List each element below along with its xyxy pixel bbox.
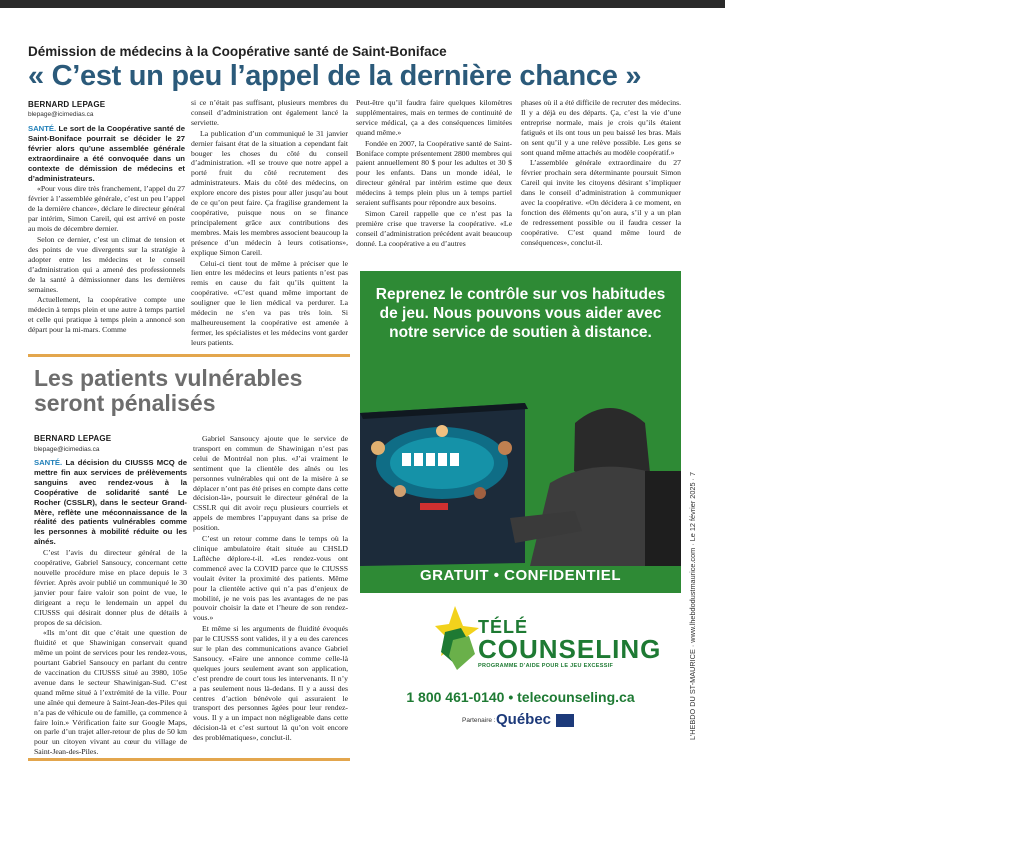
paragraph: Peut-être qu’il faudra faire quelques kilomètres supplémentaires, mais en termes de continuité de service médical, ça a des conséquences limitées quand même.»: [356, 98, 512, 137]
paragraph: Et même si les arguments de fluidité évoqués par le CIUSSS sont valides, il y a eu des carences sur le plan des communications avance Gabriel Sansoucy. «Faire une annonce comme celle-là quelques jours seulement avant son application, c’est prendre de court tous les intervenants. Il n’y a pas seulement nous là-dedans. Il y a aussi des centres d’action bénévole qui assuraient le transport des personnes âgées pour leur rendez-vous. Il y a un impact non négligeable dans cette décision-là et c’est surtout là qu’on voit encore des problématiques», conclut-il.: [193, 624, 348, 743]
chair: [645, 471, 681, 566]
page-footer: L’HEBDO DU ST-MAURICE · www.lhebdodustmaurice.com · Le 12 février 2025 · 7: [688, 471, 697, 740]
paragraph: si ce n’était pas suffisant, plusieurs membres du conseil d’administration ont également lancé la serviette.: [191, 98, 348, 127]
top-rule: [0, 0, 725, 8]
paragraph: phases où il a été difficile de recruter des médecins. Il y a déjà eu des départs. Ça, c’est la vie d’une entreprise normale, mais je crois qu’ils étaient fatigués et ils ont tous un peu baissé les bras. Mais on sent qu’il y a une relève possible. Les gens se sont quand même attachés au modèle coopératif.»: [521, 98, 681, 157]
paragraph: Celui-ci tient tout de même à préciser que le lien entre les médecins et leurs patients n’est pas remis en cause du fait qu’ils quittent la coopérative. «C’est quand même important de souligner que le lien médical va perdurer. La médecin ne s’en va pas très loin. Si malheureusement la coopérative est amenée à fermer, les spécialistes et les médecins vont garder leurs patients.: [191, 258, 348, 347]
paragraph: Gabriel Sansoucy ajoute que le service de transport en commun de Shawinigan n’est pas celui de Montréal non plus. «J’ai vraiment le sentiment que la clientèle des aînés ou les personnes vulnérables qui ont de la misère à se déplacer n’ont pas été prises en compte dans cette décision-là», poursuit le directeur général de la CSSLR qui dit avoir reçu plusieurs courriels et appels de membres l’appuyant dans sa prise de position.: [193, 434, 348, 533]
paragraph: Actuellement, la coopérative compte une médecin à temps plein et une autre à temps partiel et celle qui pratique à temps plein a annoncé son départ pour la mi-mars. Comme: [28, 295, 185, 335]
telecounseling-logo-icon: [435, 606, 479, 670]
brand-counseling: COUNSELING: [478, 634, 662, 664]
paragraph: «Pour vous dire très franchement, l’appel du 27 février à l’assemblée générale, c’est un peu l’appel de la dernière chance», déclare le directeur général par intérim, Simon Careil, qui est arrivé en poste au mois de décembre dernier.: [28, 184, 185, 234]
player-avatar: [394, 485, 406, 497]
partner-label: Partenaire :: [462, 717, 496, 724]
lead-text: La décision du CIUSSS MCQ de mettre fin aux services de prélèvements sanguins avec rendez-vous à la Coopérative de solidarité santé Le Rocher (CSSLR), dans le secteur Grand-Mère, reflète une méconnaissance de la réalité des patients vulnérables comme les personnes à mobilité réduite ou les aînés.: [34, 458, 187, 547]
player-avatar: [371, 441, 385, 455]
article1-column-2: [191, 98, 348, 348]
section-tag: SANTÉ.: [34, 458, 63, 467]
paragraph: Simon Careil rappelle que ce n’est pas la première crise que traverse la coopérative. «Le conseil d’administration précédent avait beaucoup donné. La coopérative a eu d’autres: [356, 208, 512, 248]
article-headline: « C’est un peu l’appel de la dernière chance »: [28, 60, 642, 92]
article-kicker: Démission de médecins à la Coopérative santé de Saint-Boniface: [28, 44, 447, 59]
lead-paragraph: [28, 124, 185, 183]
photo-credit: ©Getty: [1024, 825, 1030, 841]
brand-tagline: PROGRAMME D’AIDE POUR LE JEU EXCESSIF: [478, 663, 614, 669]
byline: BERNARD LEPAGE: [34, 434, 112, 443]
quebec-flag-icon: [556, 714, 574, 727]
section-divider: [28, 354, 350, 357]
article1-column-3: [356, 98, 512, 263]
article2-column-1: [34, 458, 187, 756]
player-avatar: [436, 425, 448, 437]
article1-column-4: [521, 98, 681, 263]
paragraph: L’assemblée générale extraordinaire du 27 février prochain sera déterminante poursuit Simon Careil qui invite les citoyens désirant s’impliquer dans le conseil d’administration à communiquer avec la coopérative. «On décidera à ce moment, en fonction des éléments qu’on aura, s’il y a un plan de redressement possible ou il faudra cesser la coopérative. C’est quand même lourd de conséquences», conclut-il.: [521, 158, 681, 247]
section-tag: SANTÉ.: [28, 124, 57, 133]
article2-column-2: [193, 434, 348, 756]
ad-contact[interactable]: 1 800 461-0140 • telecounseling.ca: [406, 689, 635, 705]
byline: BERNARD LEPAGE: [28, 100, 106, 109]
playing-card: [402, 453, 411, 466]
article1-column-1: [28, 124, 185, 348]
playing-card: [438, 453, 447, 466]
playing-card: [450, 453, 459, 466]
byline-email[interactable]: blepage@icimedias.ca: [28, 111, 94, 118]
paragraph: C’est un retour comme dans le temps où la clinique ambulatoire était située au CHSLD Laflèche déplore-t-il. «Les rendez-vous ont commencé avec la COVID parce que le CIUSSS voulait éviter la proximité des patients. Même pour la clientèle active qui n’a pas d’enjeux de mobilité, je ne vois pas les avantages de ne pas pouvoir choisir la date et l’heure de son rendez-vous.»: [193, 534, 348, 623]
article2-headline: Les patients vulnérables seront pénalisés: [34, 365, 303, 416]
paragraph: C’est l’avis du directeur général de la coopérative, Gabriel Sansoucy, concernant cette nouvelle procédure mise en place depuis le 3 février. Après avoir publié un communiqué le 30 janvier pour faire valoir son point de vue, le dirigeant a reçu le lendemain un appel du CIUSSS qui désirait donner plus de détails à propos de sa décision.: [34, 548, 187, 627]
section-divider: [28, 758, 350, 761]
ad-illustration: [360, 353, 681, 566]
paragraph: Fondée en 2007, la Coopérative santé de Saint-Boniface compte présentement 2800 membres qui paient annuellement 80 $ pour les adultes et 30 $ pour les enfants. Dans un monde idéal, le directeur général par intérim estime que deux médecins à temps plein plus un à temps partiel seraient suffisants pour répondre aux besoins.: [356, 138, 512, 208]
paragraph: Selon ce dernier, c’est un climat de tension et des points de vue divergents sur la stratégie à adopter entre les médecins et le conseil d’administration qui a amené des professionnels de la santé à démissionner dans les dernières semaines.: [28, 234, 185, 294]
playing-card: [426, 453, 435, 466]
byline-email[interactable]: blepage@icimedias.ca: [34, 446, 100, 453]
lead-paragraph: [34, 458, 187, 547]
brand-tele: TÉLÉ: [478, 617, 529, 637]
poker-chips: [420, 503, 448, 510]
playing-card: [414, 453, 423, 466]
player-avatar: [498, 441, 512, 455]
player-avatar: [474, 487, 486, 499]
quebec-logo: Québec: [496, 711, 552, 728]
lead-text: Le sort de la Coopérative santé de Saint-Boniface pourrait se décider le 27 février alors qu’une assemblée générale extraordinaire a été convoquée dans un contexte de démission de médecins et d’administrateurs.: [28, 124, 185, 183]
ad-tagline: GRATUIT • CONFIDENTIEL: [420, 567, 621, 584]
ad-headline: Reprenez le contrôle sur vos habitudes de jeu. Nous pouvons vous aider avec notre service de soutien à distance.: [375, 286, 666, 341]
paragraph: La publication d’un communiqué le 31 janvier dernier faisant état de la situation a cependant fait bouger les choses du côté du conseil d’administration. «Il se trouve que notre appel a porté fruit du côté recrutement des administrateurs. Mais du côté des médecins, on explore encore des pistes pour aller jusqu’au bout de ce qu’on peut faire. Ça fragilise grandement la coopérative, puisque nous on se finance principalement grâce aux contributions des membres. Mais les membres associent beaucoup la présence d’un médecin à leurs cotisations», explique Simon Careil.: [191, 128, 348, 257]
paragraph: «Ils m’ont dit que c’était une question de fluidité et que Shawinigan conservait quand même un point de services pour les rendez-vous, pourtant Gabriel Sansoucy en parlant du centre de vaccination du CIUSSS situé au 3980, 105e avenue dans le secteur Shawinigan-Sud. C’est quand même situé à l’extrémité de la ville. Pour une aînée qui demeure à Saint-Jean-des-Piles qui n’a pas de véhicule ou de famille, ça commence à faire loin.» Vérification faite sur Google Maps, on parle d’un trajet aller-retour de plus de 50 km pour un citoyen vivant au cœur du village de Saint-Jean-des-Piles.: [34, 628, 187, 757]
